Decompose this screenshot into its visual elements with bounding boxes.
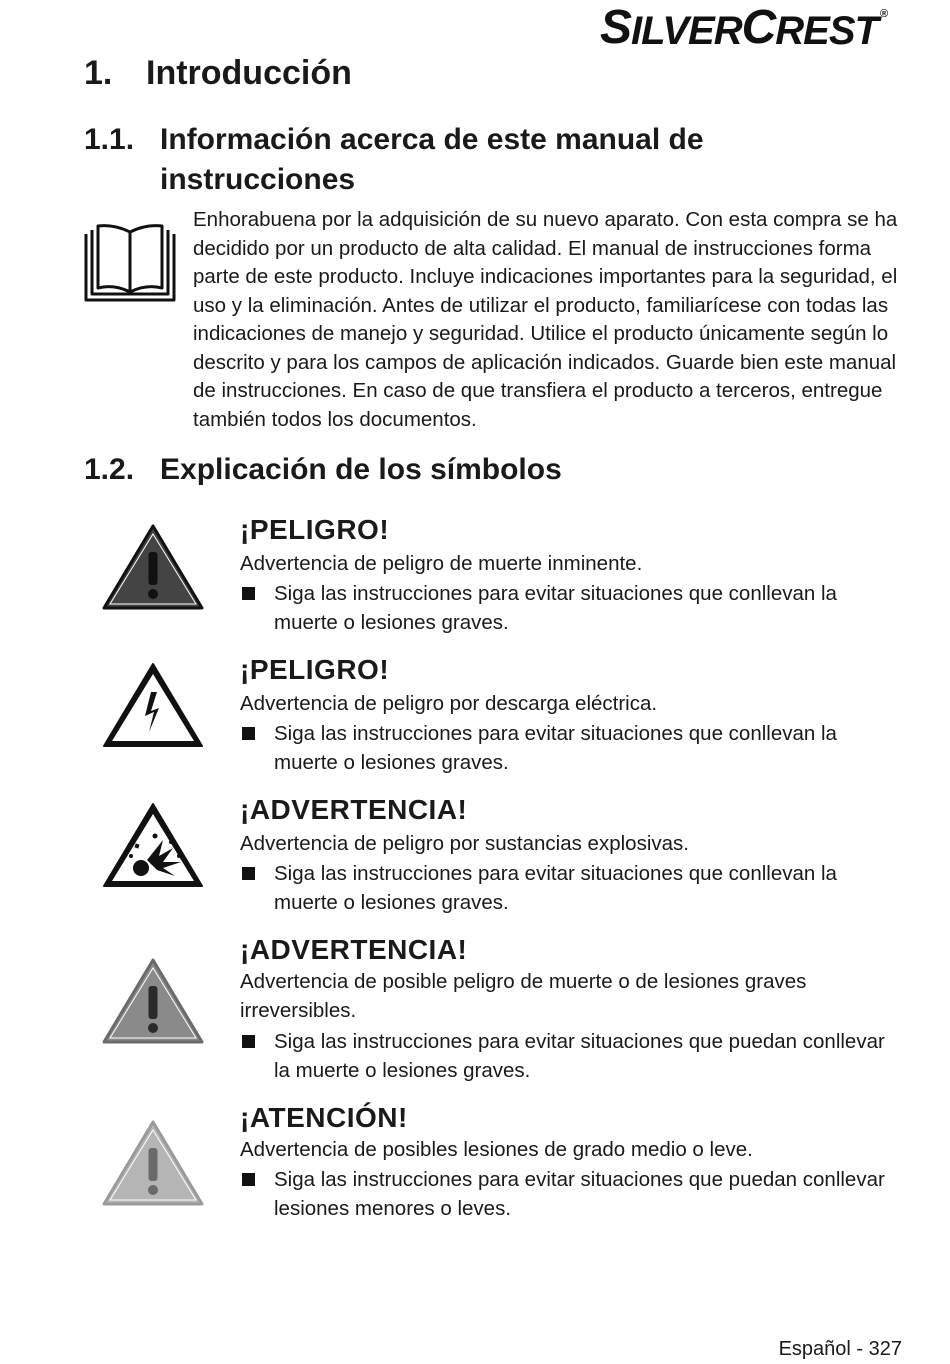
warning-exclamation-icon [101, 956, 205, 1046]
symbol-title: ¡PELIGRO! [240, 514, 390, 545]
chapter-title [84, 54, 352, 93]
section-title: Explicación de los símbolos [160, 453, 562, 486]
section-number: 1.2. [84, 453, 135, 486]
chapter-title-text: Introducción [146, 54, 352, 92]
danger-exclamation-icon [101, 522, 205, 612]
symbol-description: Advertencia de peligro por descarga eléctrica. [240, 692, 658, 715]
silvercrest-logo [600, 0, 910, 54]
symbol-instruction [240, 720, 900, 777]
book-icon [84, 222, 176, 304]
logo-text-rest: REST [775, 9, 878, 53]
section-title: Información acerca de este manual de instrucciones [160, 123, 704, 196]
explosive-icon [101, 800, 205, 890]
symbol-title: ¡ADVERTENCIA! [240, 934, 468, 965]
bullet-square-icon [242, 1035, 255, 1048]
symbol-description: Advertencia de posibles lesiones de grado medio o leve. [240, 1138, 753, 1161]
instruction-text: Siga las instrucciones para evitar situaciones que conllevan la muerte o lesiones graves. [274, 582, 837, 634]
bullet-square-icon [242, 587, 255, 600]
symbol-instruction [240, 1166, 900, 1223]
instruction-text: Siga las instrucciones para evitar situaciones que conllevan la muerte o lesiones graves. [274, 862, 837, 914]
logo-text-ilver: ILVER [631, 9, 742, 53]
instruction-text: Siga las instrucciones para evitar situaciones que conllevan la muerte o lesiones graves. [274, 722, 837, 774]
electric-shock-icon [101, 660, 205, 750]
chapter-number: 1. [84, 54, 113, 92]
symbol-description: Advertencia de peligro por sustancias explosivas. [240, 832, 689, 855]
symbol-description: Advertencia de posible peligro de muerte o de lesiones graves irreversibles. [240, 970, 807, 1022]
logo-letter-c: C [741, 1, 776, 54]
registered-mark: ® [879, 8, 888, 20]
bullet-square-icon [242, 1173, 255, 1186]
symbol-instruction [240, 1028, 900, 1085]
page-footer: Español - 327 [778, 1338, 902, 1360]
instruction-text: Siga las instrucciones para evitar situaciones que puedan conllevar lesiones menores o leves. [274, 1168, 885, 1220]
section-heading-symbols [84, 450, 844, 490]
symbol-instruction [240, 860, 900, 917]
section-heading-info [84, 120, 844, 200]
instruction-text: Siga las instrucciones para evitar situaciones que puedan conllevar la muerte o lesiones graves. [274, 1030, 885, 1082]
symbol-title: ¡ATENCIÓN! [240, 1102, 408, 1133]
section-number: 1.1. [84, 123, 135, 156]
symbol-description: Advertencia de peligro de muerte inminente. [240, 552, 643, 575]
logo-letter-s: S [600, 1, 632, 54]
caution-exclamation-icon [101, 1118, 205, 1208]
symbol-title: ¡PELIGRO! [240, 654, 390, 685]
bullet-square-icon [242, 867, 255, 880]
bullet-square-icon [242, 727, 255, 740]
symbol-title: ¡ADVERTENCIA! [240, 794, 468, 825]
symbol-instruction [240, 580, 900, 637]
intro-paragraph: Enhorabuena por la adquisición de su nuevo aparato. Con esta compra se ha decidido por un producto de alta calidad. El manual de instrucciones forma parte de este producto. Incluye indicaciones importantes para la seguridad, el uso y la eliminación. Antes de utilizar el producto, familiarícese con todas las indicaciones de manejo y seguridad. Utilice el producto únicamente según lo descrito y para los campos de aplicación indicados. Guarde bien este manual de instrucciones. En caso de que transfiera el producto a terceros, entregue también todos los documentos. [193, 208, 898, 431]
